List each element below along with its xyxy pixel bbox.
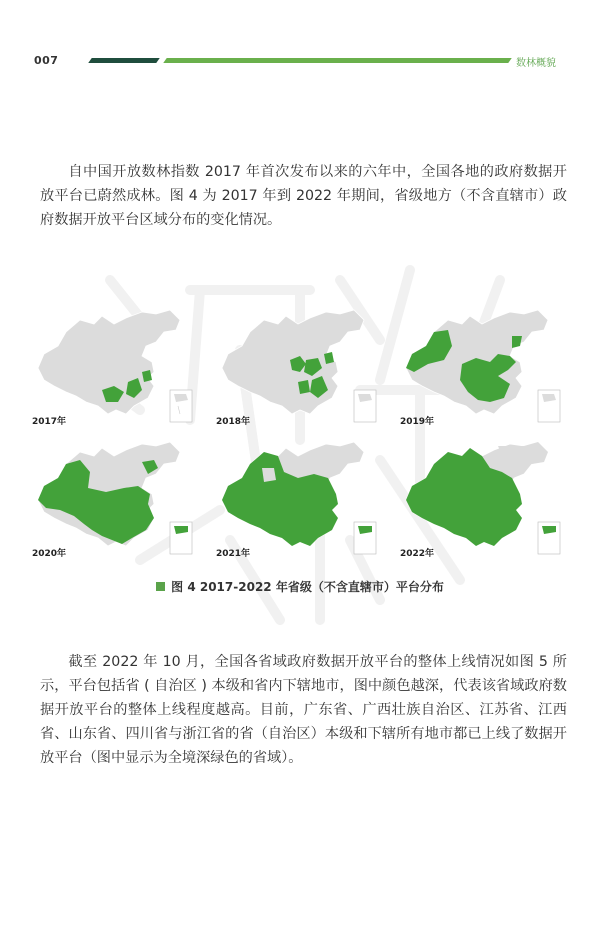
map-year-label: 2021年: [216, 549, 251, 559]
intro-paragraph: 自中国开放数林指数 2017 年首次发布以来的六年中，全国各地的政府数据开放平台已蔚然成林。图 4 为 2017 年到 2022 年期间，省级地方（不含直辖市）政府数据开放平台区域分布的变化情况。: [40, 164, 567, 228]
page-number: 007: [34, 54, 59, 67]
map-year-label: 2019年: [400, 417, 435, 427]
map-2022: [398, 438, 570, 558]
china-map-2020: [30, 438, 202, 558]
header-bar-green: [163, 58, 512, 63]
map-2019: [398, 306, 570, 426]
status-paragraph: 截至 2022 年 10 月，全国各省域政府数据开放平台的整体上线情况如图 5 所示，平台包括省 ( 自治区 ) 本级和省内下辖地市，图中颜色越深，代表该省域政府数据开放平台的整体上线程度越高。目前，广东省、广西壮族自治区、江苏省、江西省、山东省、四川省与浙江省的省（自治区）本级和下辖所有地市都已上线了数据开放平台（图中显示为全境深绿色的省域）。: [40, 654, 567, 766]
caption-text: 图 4 2017-2022 年省级（不含直辖市）平台分布: [171, 580, 444, 594]
section-title: 数林概貌: [516, 58, 556, 69]
map-2020: [30, 438, 202, 558]
map-2021: [214, 438, 386, 558]
map-year-label: 2020年: [32, 549, 67, 559]
map-year-label: 2017年: [32, 417, 67, 427]
map-2018: [214, 306, 386, 426]
figure-map-grid: [30, 306, 570, 562]
china-map-2018: [214, 306, 386, 426]
map-year-label: 2022年: [400, 549, 435, 559]
china-map-2017: [30, 306, 202, 426]
figure-caption: [0, 578, 600, 595]
china-map-2022: [398, 438, 570, 558]
page-header: [0, 0, 600, 80]
map-2017: [30, 306, 202, 426]
map-year-label: 2018年: [216, 417, 251, 427]
china-map-2021: [214, 438, 386, 558]
caption-square-icon: [156, 582, 165, 591]
china-map-2019: [398, 306, 570, 426]
header-bar-dark: [88, 58, 160, 63]
